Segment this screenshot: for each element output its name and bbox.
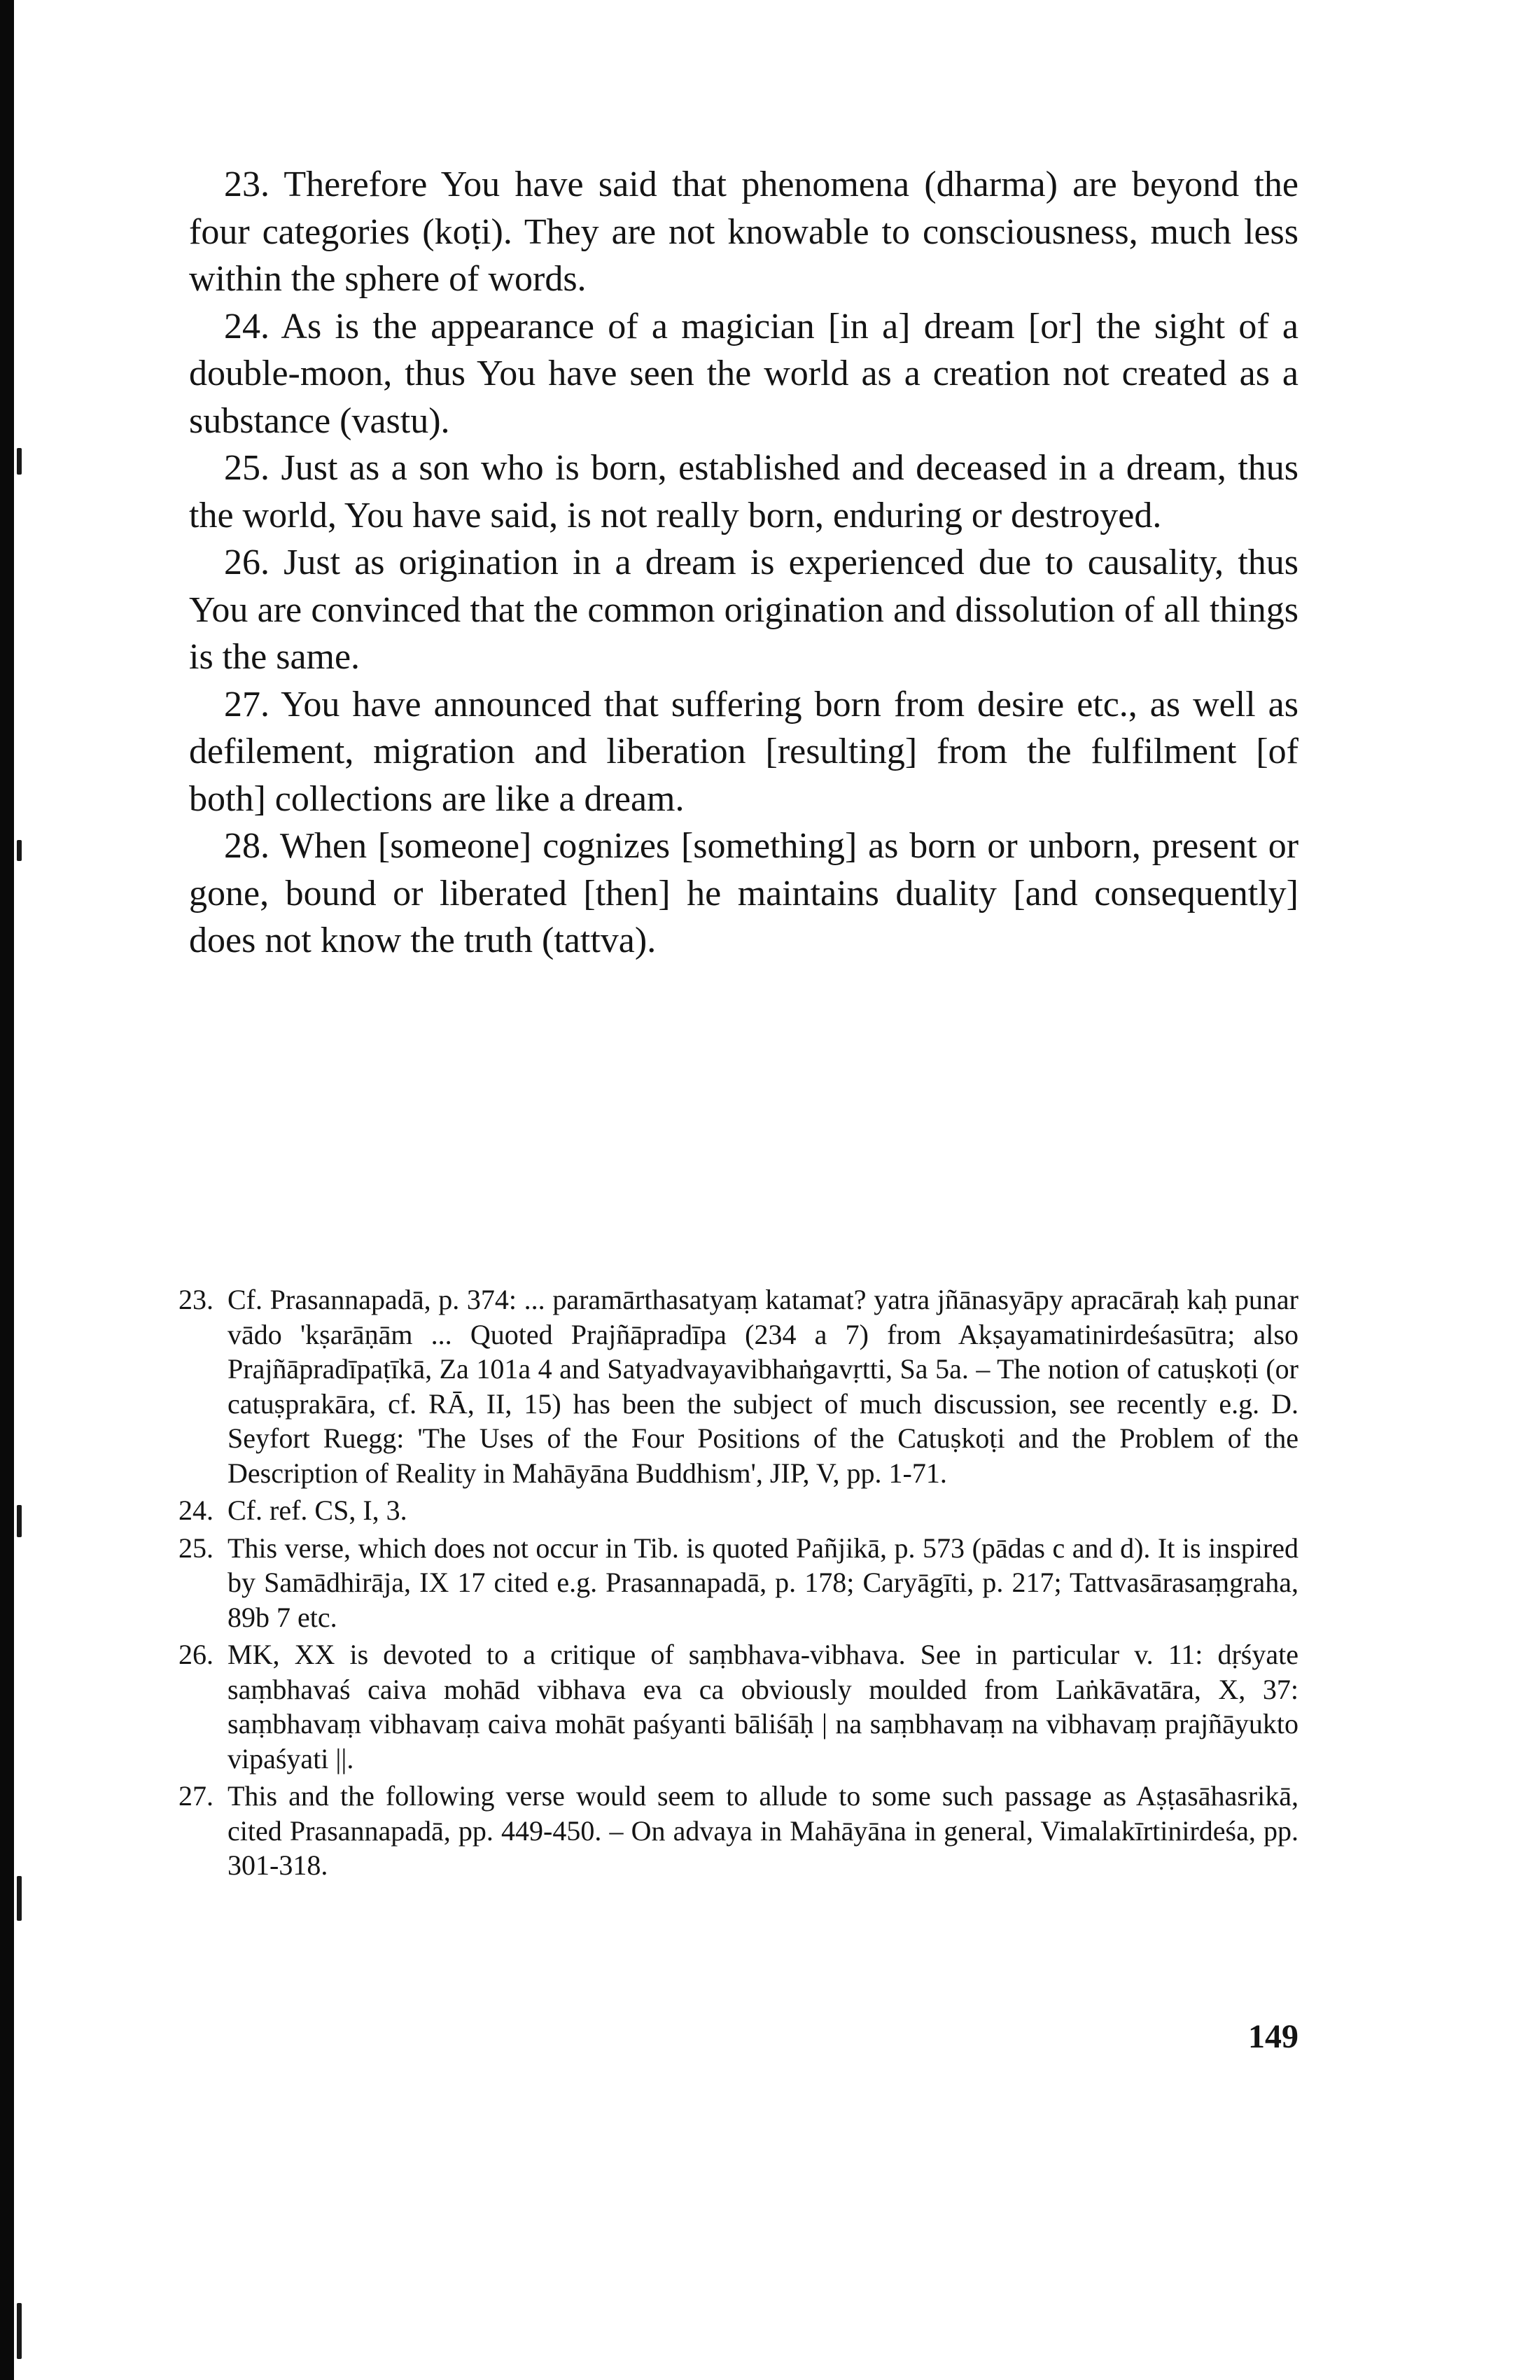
binding-mark xyxy=(17,1876,22,1921)
footnote-text: Cf. Prasannapadā, p. 374: ... paramārthasatyaṃ katamat? yatra jñānasyāpy apracāraḥ kaḥ punar vādo 'kṣarāṇām ... Quoted Prajñāpradīpa (234 a 7) from Akṣayamatinirdeśasūtra; also Prajñāpradīpaṭīkā, Za 101a 4 and Satyadvayavibhaṅgavṛtti, Sa 5a. – The notion of catuṣkoṭi (or catuṣprakāra, cf. RĀ, II, 15) has been the subject of much discussion, see recently e.g. D. Seyfort Ruegg: 'The Uses of the Four Positions of the Catuṣkoṭi and the Problem of the Description of Reality in Mahāyāna Buddhism', JIP, V, pp. 1-71. xyxy=(227,1284,1298,1489)
footnote xyxy=(178,1779,1298,1883)
binding-mark xyxy=(17,448,22,475)
footnote-number: 23. xyxy=(178,1284,214,1315)
footnotes xyxy=(178,1282,1298,1886)
footnote xyxy=(178,1637,1298,1776)
verse-number: 28. xyxy=(224,826,270,866)
verse-text: As is the appearance of a magician [in a] dream [or] the sight of a double-moon, thus You have seen the world as a creation not created as a substance (vastu). xyxy=(189,306,1298,441)
footnote xyxy=(178,1493,1298,1528)
verse-text: Just as a son who is born, established and deceased in a dream, thus the world, You have said, is not really born, enduring or destroyed. xyxy=(189,448,1298,536)
verse-number: 27. xyxy=(224,684,270,724)
verse xyxy=(189,681,1298,823)
binding-mark xyxy=(17,2303,22,2359)
footnote-text: This verse, which does not occur in Tib. is quoted Pañjikā, p. 573 (pādas c and d). It is inspired by Samādhirāja, IX 17 cited e.g. Prasannapadā, p. 178; Caryāgīti, p. 217; Tattvasārasaṃgraha, 89b 7 etc. xyxy=(227,1532,1298,1633)
verse xyxy=(189,539,1298,681)
footnote-text: This and the following verse would seem to allude to some such passage as Aṣṭasāhasrikā, cited Prasannapadā, pp. 449-450. – On advaya in Mahāyāna in general, Vimalakīrtinirdeśa, pp. 301-318. xyxy=(227,1780,1298,1881)
footnote-number: 24. xyxy=(178,1494,214,1526)
binding-edge xyxy=(0,0,14,2380)
verse-number: 23. xyxy=(224,164,270,204)
verse-number: 25. xyxy=(224,448,270,488)
footnote-number: 27. xyxy=(178,1780,214,1812)
footnote-number: 26. xyxy=(178,1639,214,1670)
footnote-text: MK, XX is devoted to a critique of saṃbhava-vibhava. See in particular v. 11: dṛśyate saṃbhavaś caiva mohād vibhava eva ca obviously moulded from Laṅkāvatāra, X, 37: saṃbhavaṃ vibhavaṃ caiva mohāt paśyanti bāliśāḥ | na saṃbhavaṃ na vibhavaṃ prajñāyukto vipaśyati ||. xyxy=(227,1639,1298,1774)
binding-mark xyxy=(17,840,22,861)
verse xyxy=(189,444,1298,539)
verse-block xyxy=(189,161,1298,965)
verse-number: 26. xyxy=(224,542,270,582)
verse-text: Therefore You have said that phenomena (dharma) are beyond the four categories (koṭi). They are not knowable to consciousness, much less within the sphere of words. xyxy=(189,164,1298,299)
verse xyxy=(189,822,1298,965)
footnote xyxy=(178,1282,1298,1490)
verse xyxy=(189,303,1298,445)
verse xyxy=(189,161,1298,303)
verse-text: Just as origination in a dream is experienced due to causality, thus You are convinced that the common origination and dissolution of all things is the same. xyxy=(189,542,1299,677)
page-number: 149 xyxy=(1248,2018,1298,2055)
footnote xyxy=(178,1531,1298,1635)
verse-text: When [someone] cognizes [something] as born or unborn, present or gone, bound or liberated [then] he maintains duality [and consequently] does not know the truth (tattva). xyxy=(189,826,1299,960)
binding-mark xyxy=(17,1505,22,1537)
footnote-number: 25. xyxy=(178,1532,214,1564)
verse-number: 24. xyxy=(224,306,270,346)
footnote-text: Cf. ref. CS, I, 3. xyxy=(227,1494,407,1526)
verse-text: You have announced that suffering born from desire etc., as well as defilement, migration and liberation [resulting] from the fulfilment [of both] collections are like a dream. xyxy=(189,684,1298,819)
